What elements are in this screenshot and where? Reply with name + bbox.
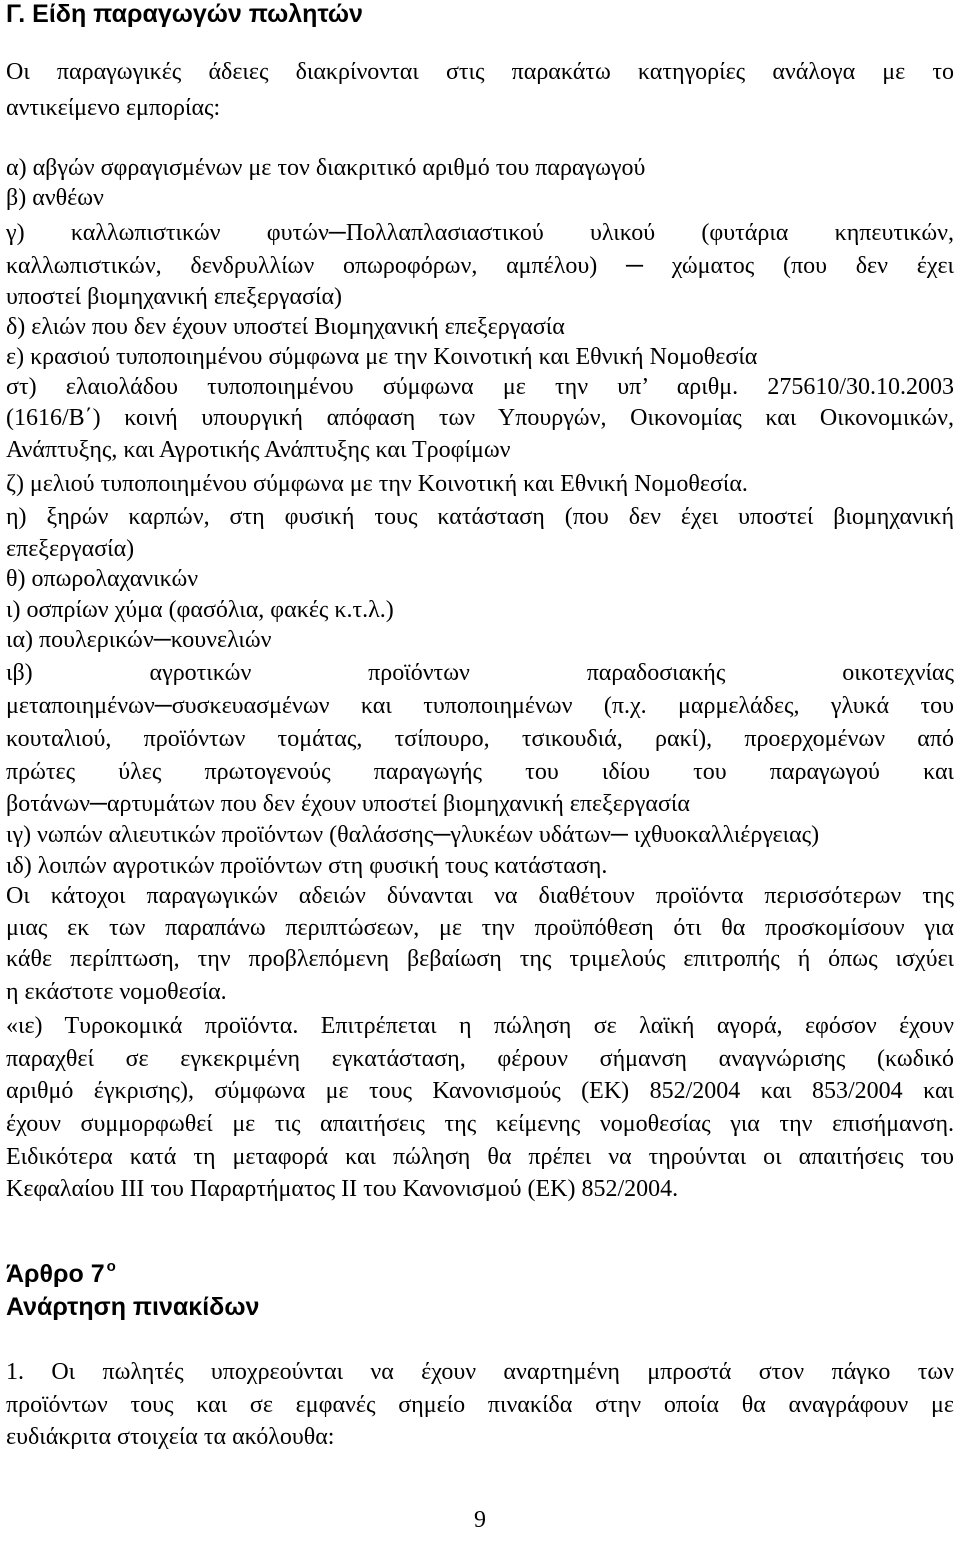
- text-line: Οι κάτοχοι παραγωγικών αδειών δύνανται να διαθέτουν προϊόντα περισσότερων της: [6, 883, 954, 909]
- text-line: ιγ) νωπών αλιευτικών προϊόντων (θαλάσσης─γλυκέων υδάτων─ ιχθυοκαλλιέργειας): [6, 822, 820, 848]
- text-line: μιας εκ των παραπάνω περιπτώσεων, με την προϋπόθεση ότι θα προσκομίσουν για: [6, 915, 954, 941]
- text-line: αντικείμενο εμπορίας:: [6, 95, 221, 121]
- page-number: 9: [474, 1507, 486, 1533]
- text-line: ζ) μελιού τυποποιημένου σύμφωνα με την Κοινοτική και Εθνική Νομοθεσία.: [6, 471, 748, 497]
- text-line: προϊόντων τους και σε εμφανές σημείο πινακίδα στην οποία θα αναγράφουν με: [6, 1392, 954, 1418]
- article-title-text: Άρθρο 7: [6, 1260, 105, 1288]
- article-title-superscript: ο: [106, 1258, 116, 1275]
- text-line: ευδιάκριτα στοιχεία τα ακόλουθα:: [6, 1424, 335, 1450]
- text-line: πρώτες ύλες πρωτογενούς παραγωγής του ιδίου του παραγωγού και: [6, 759, 954, 785]
- text-line: μεταποιημένων─συσκευασμένων και τυποποιημένων (π.χ. μαρμελάδες, γλυκά του: [6, 693, 954, 719]
- text-line: ι) οσπρίων χύμα (φασόλια, φακές κ.τ.λ.): [6, 597, 394, 623]
- text-line: έχουν συμμορφωθεί με τις απαιτήσεις της κείμενης νομοθεσίας για την επισήμανση.: [6, 1111, 954, 1137]
- text-line: δ) ελιών που δεν έχουν υποστεί Βιομηχανική επεξεργασία: [6, 314, 565, 340]
- text-line: θ) οπωρολαχανικών: [6, 566, 199, 592]
- text-line: Κεφαλαίου ΙΙΙ του Παραρτήματος ΙΙ του Κανονισμού (ΕΚ) 852/2004.: [6, 1176, 679, 1202]
- text-line: ιδ) λοιπών αγροτικών προϊόντων στη φυσική τους κατάσταση.: [6, 853, 608, 879]
- article-subtitle: Ανάρτηση πινακίδων: [6, 1293, 260, 1321]
- text-line: ε) κρασιού τυποποιημένου σύμφωνα με την Κοινοτική και Εθνική Νομοθεσία: [6, 344, 758, 370]
- text-line: στ) ελαιολάδου τυποποιημένου σύμφωνα με την υπ’ αριθμ. 275610/30.10.2003: [6, 374, 954, 400]
- text-line: Ανάπτυξης, και Αγροτικής Ανάπτυξης και Τροφίμων: [6, 437, 511, 463]
- section-heading: Γ. Είδη παραγωγών πωλητών: [6, 0, 363, 28]
- text-line: αριθμό έγκρισης), σύμφωνα με τους Κανονισμούς (ΕΚ) 852/2004 και 853/2004 και: [6, 1078, 954, 1104]
- text-line: «ιε) Τυροκομικά προϊόντα. Επιτρέπεται η πώληση σε λαϊκή αγορά, εφόσον έχουν: [6, 1013, 954, 1039]
- text-line: υποστεί βιομηχανική επεξεργασία): [6, 284, 343, 310]
- text-line: παραχθεί σε εγκεκριμένη εγκατάσταση, φέρουν σήμανση αναγνώρισης (κωδικό: [6, 1046, 954, 1072]
- text-line: η) ξηρών καρπών, στη φυσική τους κατάσταση (που δεν έχει υποστεί βιομηχανική: [6, 504, 954, 530]
- article-title: [6, 1260, 116, 1292]
- text-line: 1. Οι πωλητές υποχρεούνται να έχουν αναρτημένη μπροστά στον πάγκο των: [6, 1359, 954, 1385]
- text-line: κουταλιού, προϊόντων τομάτας, τσίπουρο, τσικουδιά, ρακί), προερχομένων από: [6, 726, 954, 752]
- text-line: ιβ) αγροτικών προϊόντων παραδοσιακής οικοτεχνίας: [6, 660, 954, 686]
- text-line: γ) καλλωπιστικών φυτών─Πολλαπλασιαστικού υλικού (φυτάρια κηπευτικών,: [6, 220, 954, 246]
- text-line: (1616/Β΄) κοινή υπουργική απόφαση των Υπουργών, Οικονομίας και Οικονομικών,: [6, 405, 954, 431]
- text-line: β) ανθέων: [6, 185, 104, 211]
- text-line: κάθε περίπτωση, την προβλεπόμενη βεβαίωση της τριμελούς επιτροπής ή όπως ισχύει: [6, 946, 954, 972]
- text-line: επεξεργασία): [6, 536, 135, 562]
- text-line: βοτάνων─αρτυμάτων που δεν έχουν υποστεί βιομηχανική επεξεργασία: [6, 791, 690, 817]
- text-line: Οι παραγωγικές άδειες διακρίνονται στις παρακάτω κατηγορίες ανάλογα με το: [6, 59, 954, 85]
- text-line: ια) πουλερικών─κουνελιών: [6, 627, 272, 653]
- text-line: η εκάστοτε νομοθεσία.: [6, 979, 227, 1005]
- text-line: καλλωπιστικών, δενδρυλλίων οπωροφόρων, αμπέλου) ─ χώματος (που δεν έχει: [6, 253, 954, 279]
- text-line: α) αβγών σφραγισμένων με τον διακριτικό αριθμό του παραγωγού: [6, 155, 646, 181]
- text-line: Ειδικότερα κατά τη μεταφορά και πώληση θα πρέπει να τηρούνται οι απαιτήσεις του: [6, 1144, 954, 1170]
